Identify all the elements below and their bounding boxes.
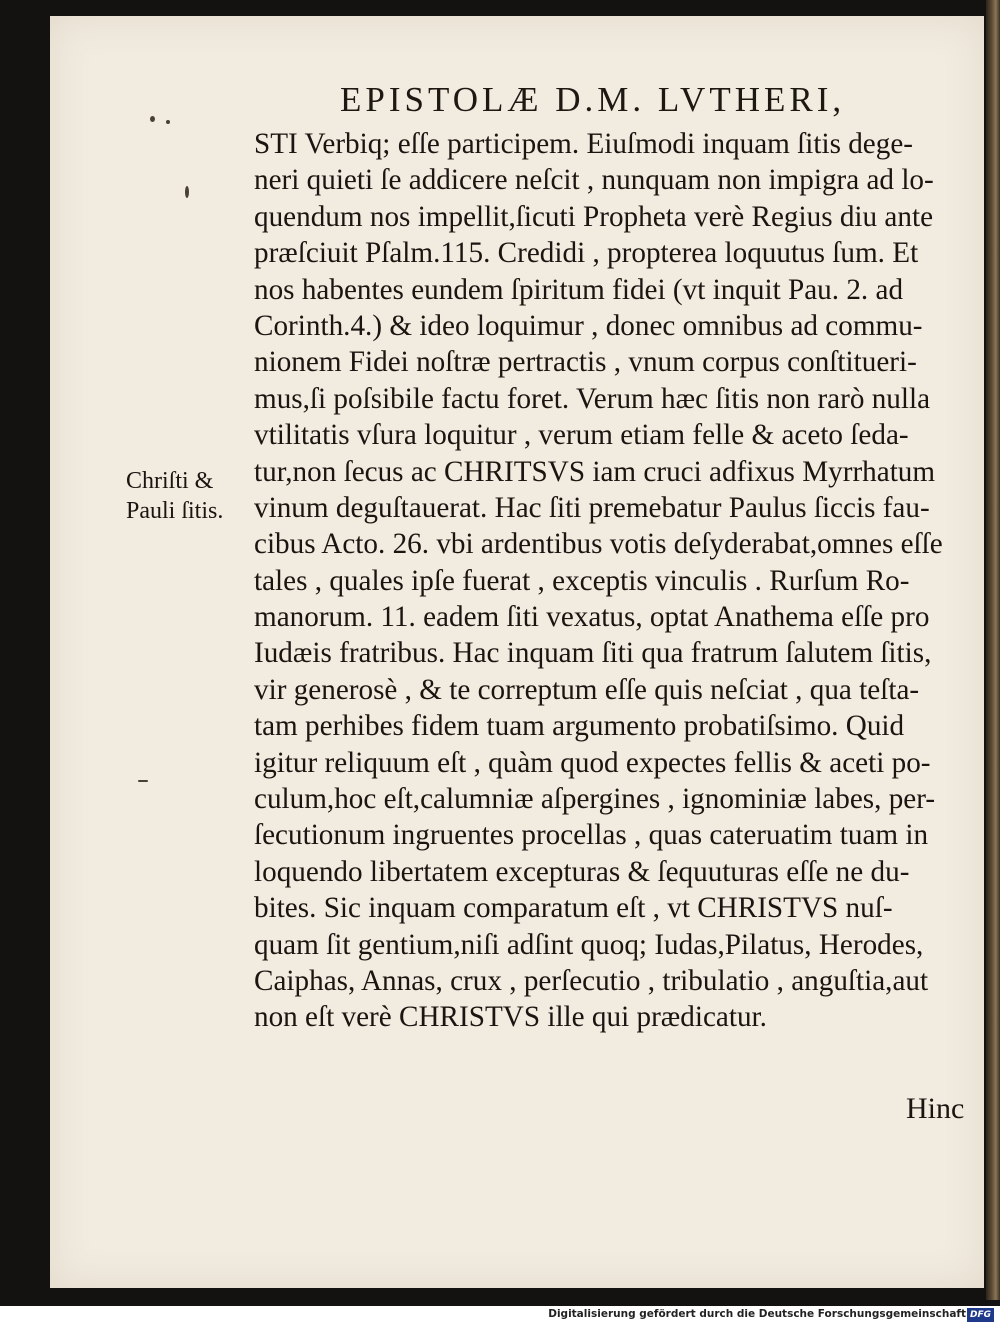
running-head: EPISTOLÆ D.M. LVTHERI, xyxy=(340,80,846,119)
body-line: præſciuit Pſalm.115. Credidi , propterea loquutus ſum. Et xyxy=(254,237,919,270)
body-line: vtilitatis vſura loquitur , verum etiam felle & aceto ſeda- xyxy=(254,419,909,452)
body-line: quendum nos impellit,ſicuti Propheta verè Regius diu ante xyxy=(254,200,934,233)
body-line: ſecutionum ingruentes procellas , quas cateruatim tuam in xyxy=(254,819,929,852)
body-line: Iudæis fratribus. Hac inquam ſiti qua fratrum ſalutem ſitis, xyxy=(254,637,932,670)
book-spine-edge xyxy=(986,0,1000,1300)
body-line: tur,non ſecus ac CHRITSVS iam cruci adfixus Myrrhatum xyxy=(254,455,936,488)
body-line: Caiphas, Annas, crux , perſecutio , tribulatio , anguſtia,aut xyxy=(254,964,929,997)
body-line: culum,hoc eſt,calumniæ aſpergines , ignominiæ labes, per- xyxy=(254,783,936,816)
body-text xyxy=(254,126,974,1036)
body-line: vinum deguſtauerat. Hac ſiti premebatur Paulus ſiccis fau- xyxy=(254,491,930,524)
body-line: loquendo libertatem excepturas & ſequuturas eſſe ne du- xyxy=(254,855,910,888)
catchword: Hinc xyxy=(906,1092,965,1125)
margin-note-line: Chriſti & xyxy=(126,468,214,494)
body-line: mus,ſi poſsibile factu foret. Verum hæc ſitis non rarò nulla xyxy=(254,382,931,415)
ink-speck xyxy=(166,120,170,124)
body-line: Corinth.4.) & ideo loquimur , donec omnibus ad commu- xyxy=(254,309,923,342)
body-line: tam perhibes fidem tuam argumento probatiſsimo. Quid xyxy=(254,710,905,743)
margin-note xyxy=(126,466,223,526)
body-line: non eſt verè CHRISTVS ille qui prædicatur. xyxy=(254,1001,767,1034)
body-line: nionem Fidei noſtræ pertractis , vnum corpus conſtitueri- xyxy=(254,346,917,379)
ink-speck xyxy=(150,116,155,122)
body-line: nos habentes eundem ſpiritum fidei (vt inquit Pau. 2. ad xyxy=(254,273,904,306)
ink-speck xyxy=(138,780,148,782)
body-line: igitur reliquum eſt , quàm quod expectes fellis & aceti po- xyxy=(254,746,931,779)
ink-speck xyxy=(185,186,189,198)
digitization-credit: Digitalisierung gefördert durch die Deutsche Forschungsgemeinschaft xyxy=(548,1308,966,1320)
body-line: cibus Acto. 26. vbi ardentibus votis deſyderabat,omnes eſſe xyxy=(254,528,943,561)
body-line: STI Verbiq; eſſe participem. Eiuſmodi inquam ſitis dege- xyxy=(254,128,914,160)
body-line: manorum. 11. eadem ſiti vexatus, optat Anathema eſſe pro xyxy=(254,601,930,634)
body-line: neri quieti ſe addicere neſcit , nunquam non impigra ad lo- xyxy=(254,164,934,197)
dfg-logo: DFG xyxy=(967,1308,994,1322)
body-line: tales , quales ipſe fuerat , exceptis vinculis . Rurſum Ro- xyxy=(254,564,910,597)
body-line: bites. Sic inquam comparatum eſt , vt CHRISTVS nuſ- xyxy=(254,892,893,925)
body-line: vir generosè , & te correptum eſſe quis neſciat , qua teſta- xyxy=(254,673,920,706)
margin-note-line: Pauli ſitis. xyxy=(126,498,224,524)
body-line: quam ſit gentium,niſi adſint quoq; Iudas,Pilatus, Herodes, xyxy=(254,928,924,961)
